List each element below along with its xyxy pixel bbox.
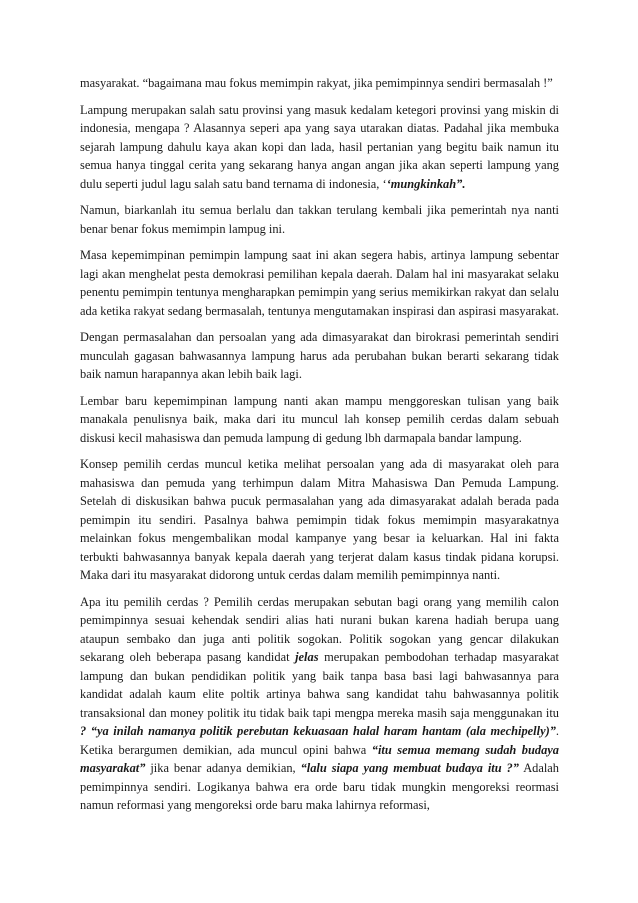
paragraph-4 (80, 246, 559, 320)
document-page (80, 74, 559, 823)
paragraph-1 (80, 74, 559, 93)
text-segment: Lampung merupakan salah satu provinsi yang masuk kedalam ketegori provinsi yang miskin di indonesia, mengapa ? Alasannya seperi apa yang saya utarakan diatas. Padahal jika membuka sejarah lampung dahulu kaya akan kopi dan lada, hasil pertanian yang begitu baik namun itu semua hanya tinggal cerita yang sekarang hanya angan angan jika akan seperti lampung yang dulu seperti judul lagu salah satu band ternama di indonesia, ‘ (80, 102, 559, 191)
paragraph-3 (80, 201, 559, 238)
paragraph-8 (80, 593, 559, 815)
paragraph-5 (80, 328, 559, 384)
paragraph-7 (80, 455, 559, 585)
text-segment: Masa kepemimpinan pemimpin lampung saat ini akan segera habis, artinya lampung sebentar lagi akan menghelat pesta demokrasi pemilihan kepala daerah. Dalam hal ini masyarakat selaku penentu pemimpin tentunya mengharapkan pemimpin yang serius memikirkan rakyat dan selalu ada ketika rakyat sedang bermasalah, tentunya mengutamakan inspirasi dan aspirasi masyarakat. (80, 248, 559, 318)
text-segment: Dengan permasalahan dan persoalan yang ada dimasyarakat dan birokrasi pemerintah sendiri munculah gagasan bahwasannya lampung harus ada perubahan bukan berarti sekarang tidak baik namun harapannya akan lebih baik lagi. (80, 330, 559, 381)
text-segment: merupakan pembodohan terhadap masyarakat lampung dan bukan pendidikan politik yang baik tanpa basa basi lagi bahwasannya para kandidat adalah kaum elite poltik artinya bahwa sang kandidat tahu bahwasannya politik transaksional dan money politik itu tidak baik tapi mengpa mereka masih saja menggunakan itu (80, 650, 559, 720)
emphasis-text: “lalu siapa yang membuat budaya itu ?” (300, 761, 519, 775)
emphasis-text: ‘mungkinkah”. (386, 176, 466, 191)
text-segment: jika benar adanya demikian, (145, 761, 301, 775)
paragraph-6 (80, 392, 559, 448)
text-segment: Lembar baru kepemimpinan lampung nanti akan mampu menggoreskan tulisan yang baik manakala penulisnya baik, maka dari itu muncul lah konsep pemilih cerdas dalam sebuah diskusi kecil mahasiswa dan pemuda lampung di gedung lbh darmapala bandar lampung. (80, 393, 559, 445)
paragraph-2 (80, 101, 559, 194)
text-segment: Adalah pemimpinnya sendiri. Logikanya bahwa era orde baru tidak mungkin mengoreksi reormasi namun reformasi yang mengoreksi orde baru maka lahirnya reformasi, (80, 761, 560, 812)
text-segment: Apa itu pemilih cerdas ? Pemilih cerdas merupakan sebutan bagi orang yang memilih calon pemimpinnya sesuai kehendak sendiri alias hati nurani bukan karena hadiah berupa uang ataupun sembako dan juga anti politik sogokan. Politik sogokan yang gencar dilakukan sekarang oleh beberapa pasang kandidat (80, 594, 559, 664)
text-segment: masyarakat. “bagaimana mau fokus memimpin rakyat, jika pemimpinnya sendiri bermasalah !” (80, 76, 553, 90)
emphasis-text: “itu semua memang sudah budaya masyarakat” (80, 742, 559, 775)
text-segment: Namun, biarkanlah itu semua berlalu dan takkan terulang kembali jika pemerintah nya nanti benar benar fokus memimpin lampug ini. (80, 203, 559, 236)
text-segment: Konsep pemilih cerdas muncul ketika melihat persoalan yang ada di masyarakat oleh para mahasiswa dan pemuda yang terhimpun dalam Mitra Mahasiswa Dan Pemuda Lampung. Setelah di diskusikan bahwa pucuk permasalahan yang ada dimasyarakat adalah berada pada pemimpin itu sendiri. Pasalnya bahwa pemimpin tidak fokus memimpin masyarakatnya melainkan fokus mengembalikan modal kampanye yang besar ia keluarkan. Hal ini fakta terbukti bahwasannya banyak kepala daerah yang terjerat dalam kasus tindak pidana korupsi. Maka dari itu masyarakat didorong untuk cerdas dalam memilih pemimpinnya nanti. (80, 457, 559, 582)
emphasis-text: jelas (295, 650, 319, 664)
text-segment: . Ketika berargumen demikian, ada muncul opini bahwa (80, 724, 559, 757)
emphasis-text: ? “ya inilah namanya politik perebutan kekuasaan halal haram hantam (ala mechipelly)” (80, 724, 556, 738)
